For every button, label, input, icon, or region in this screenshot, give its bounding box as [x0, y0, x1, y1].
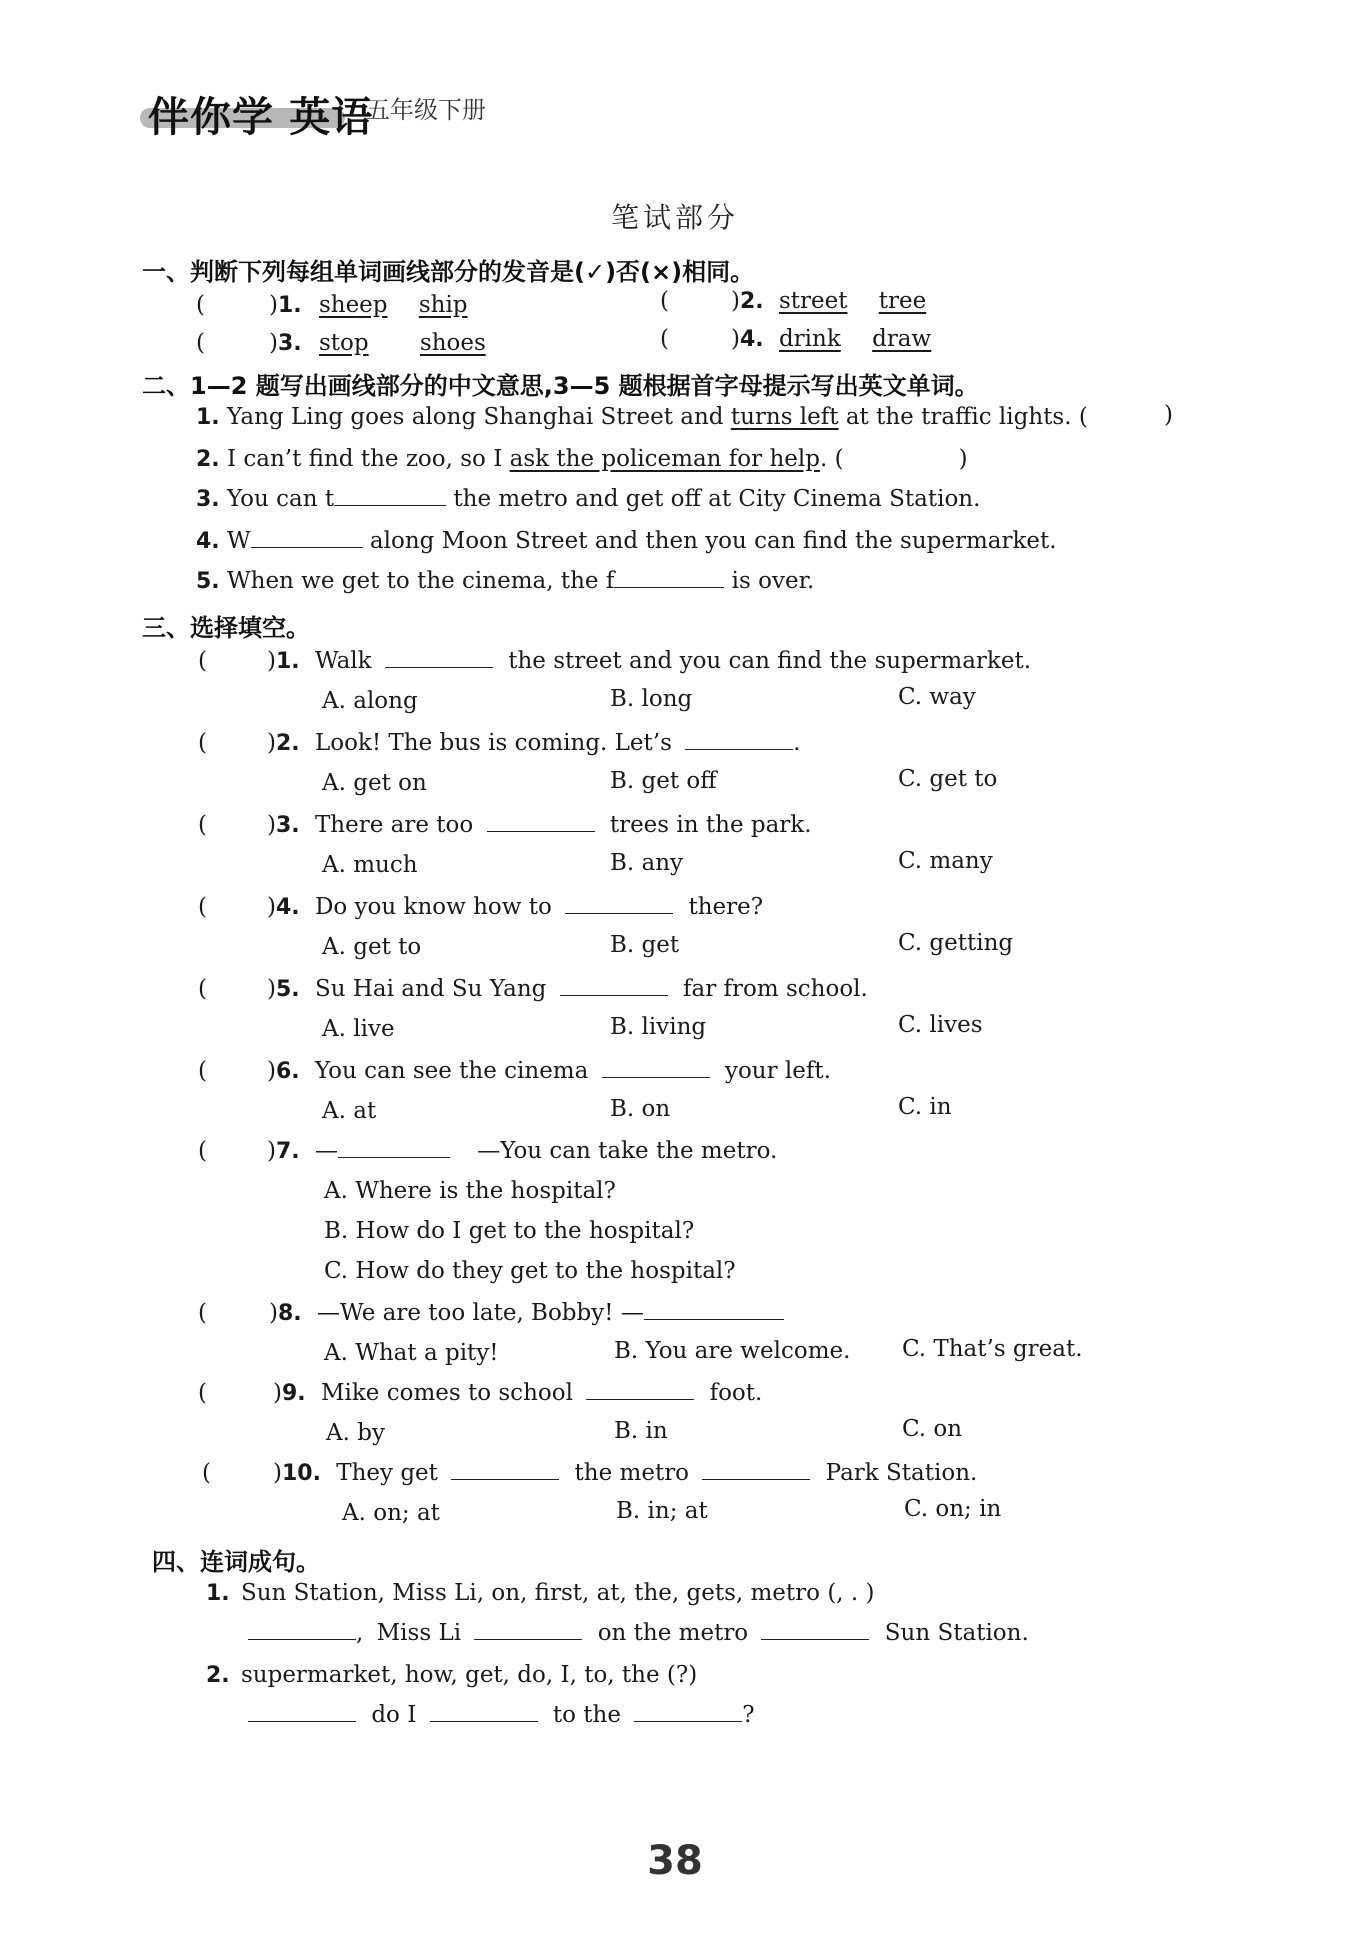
option-a[interactable]: A. along	[322, 688, 418, 714]
part1-item-1: ( )1. sheep ship	[196, 292, 468, 318]
option-b[interactable]: B. on	[610, 1096, 671, 1122]
mc-question-9: ( )9. Mike comes to school foot.	[198, 1380, 763, 1406]
fill-blank[interactable]	[602, 1076, 710, 1078]
option-c[interactable]: C. getting	[898, 930, 1014, 956]
option-b[interactable]: B. in	[614, 1418, 668, 1444]
option-b[interactable]: B. living	[610, 1014, 707, 1040]
sentence-2-answer: do I to the ?	[248, 1702, 755, 1728]
sentence-1-answer: , Miss Li on the metro Sun Station.	[248, 1620, 1029, 1646]
option-c[interactable]: C. get to	[898, 766, 998, 792]
option-a[interactable]: A. What a pity!	[324, 1340, 499, 1366]
option-a[interactable]: A. by	[326, 1420, 385, 1446]
option-c[interactable]: C. on	[902, 1416, 963, 1442]
fill-blank[interactable]	[430, 1720, 538, 1722]
option-b[interactable]: B. How do I get to the hospital?	[324, 1218, 695, 1244]
option-a[interactable]: A. get to	[322, 934, 422, 960]
book-brand: 伴你学 英语	[148, 93, 374, 141]
mc-question-8: ( )8. —We are too late, Bobby! —	[198, 1300, 784, 1326]
option-c[interactable]: C. lives	[898, 1012, 983, 1038]
fill-blank[interactable]	[451, 1478, 559, 1480]
fill-blank[interactable]	[474, 1638, 582, 1640]
part4-heading: 四、连词成句。	[152, 1548, 320, 1576]
part2-item-2: 2. I can’t find the zoo, so I ask the policeman for help. ( )	[196, 446, 968, 472]
part1-heading: 一、判断下列每组单词画线部分的发音是(✓)否(×)相同。	[142, 258, 755, 286]
mc-question-6: ( )6. You can see the cinema your left.	[198, 1058, 831, 1084]
mc-question-7: ( )7. — —You can take the metro.	[198, 1138, 778, 1164]
option-b[interactable]: B. get	[610, 932, 680, 958]
mc-question-3: ( )3. There are too trees in the park.	[198, 812, 812, 838]
option-c[interactable]: C. many	[898, 848, 993, 874]
sentence-2-words: 2. supermarket, how, get, do, I, to, the (?)	[206, 1662, 698, 1688]
fill-blank[interactable]	[702, 1478, 810, 1480]
fill-blank[interactable]	[761, 1638, 869, 1640]
fill-blank[interactable]	[586, 1398, 694, 1400]
fill-blank[interactable]	[338, 1156, 450, 1158]
fill-blank[interactable]	[248, 1638, 356, 1640]
fill-blank[interactable]	[614, 586, 724, 588]
part2-item-1-close: )	[1164, 402, 1173, 428]
option-c[interactable]: C. way	[898, 684, 976, 710]
fill-blank[interactable]	[634, 1720, 742, 1722]
option-c[interactable]: C. That’s great.	[902, 1336, 1083, 1362]
part2-heading: 二、1—2 题写出画线部分的中文意思,3—5 题根据首字母提示写出英文单词。	[142, 372, 979, 400]
mc-question-1: ( )1. Walk the street and you can find the supermarket.	[198, 648, 1032, 674]
option-b[interactable]: B. any	[610, 850, 684, 876]
fill-blank[interactable]	[385, 666, 493, 668]
page-number: 38	[647, 1838, 703, 1884]
mc-question-5: ( )5. Su Hai and Su Yang far from school.	[198, 976, 868, 1002]
mc-question-10: ( )10. They get the metro Park Station.	[202, 1460, 978, 1486]
fill-blank[interactable]	[560, 994, 668, 996]
option-a[interactable]: A. live	[322, 1016, 395, 1042]
fill-blank[interactable]	[644, 1318, 784, 1320]
part1-item-3: ( )3. stop shoes	[196, 330, 486, 356]
option-b[interactable]: B. long	[610, 686, 693, 712]
option-c[interactable]: C. How do they get to the hospital?	[324, 1258, 736, 1284]
option-b[interactable]: B. You are welcome.	[614, 1338, 851, 1364]
fill-blank[interactable]	[565, 912, 673, 914]
option-c[interactable]: C. on; in	[904, 1496, 1002, 1522]
option-c[interactable]: C. in	[898, 1094, 952, 1120]
mc-question-4: ( )4. Do you know how to there?	[198, 894, 764, 920]
sentence-1-words: 1. Sun Station, Miss Li, on, first, at, the, gets, metro (, . )	[206, 1580, 875, 1606]
fill-blank[interactable]	[685, 748, 793, 750]
part2-item-5: 5. When we get to the cinema, the f is over.	[196, 568, 815, 594]
grade-label: 五年级下册	[366, 96, 486, 124]
fill-blank[interactable]	[487, 830, 595, 832]
option-a[interactable]: A. at	[322, 1098, 377, 1124]
part1-item-2: ( )2. street tree	[660, 288, 927, 314]
option-b[interactable]: B. in; at	[616, 1498, 708, 1524]
fill-blank[interactable]	[248, 1720, 356, 1722]
option-a[interactable]: A. on; at	[342, 1500, 440, 1526]
option-a[interactable]: A. get on	[322, 770, 427, 796]
option-b[interactable]: B. get off	[610, 768, 717, 794]
fill-blank[interactable]	[251, 546, 363, 548]
part3-heading: 三、选择填空。	[142, 614, 310, 642]
part1-item-4: ( )4. drink draw	[660, 326, 932, 352]
fill-blank[interactable]	[334, 504, 446, 506]
option-a[interactable]: A. much	[322, 852, 418, 878]
option-a[interactable]: A. Where is the hospital?	[324, 1178, 616, 1204]
part2-item-3: 3. You can t the metro and get off at City Cinema Station.	[196, 486, 981, 512]
section-title: 笔试部分	[610, 201, 739, 234]
mc-question-2: ( )2. Look! The bus is coming. Let’s .	[198, 730, 801, 756]
part2-item-1: 1. Yang Ling goes along Shanghai Street and turns left at the traffic lights. (	[196, 404, 1088, 430]
part2-item-4: 4. W along Moon Street and then you can find the supermarket.	[196, 528, 1057, 554]
